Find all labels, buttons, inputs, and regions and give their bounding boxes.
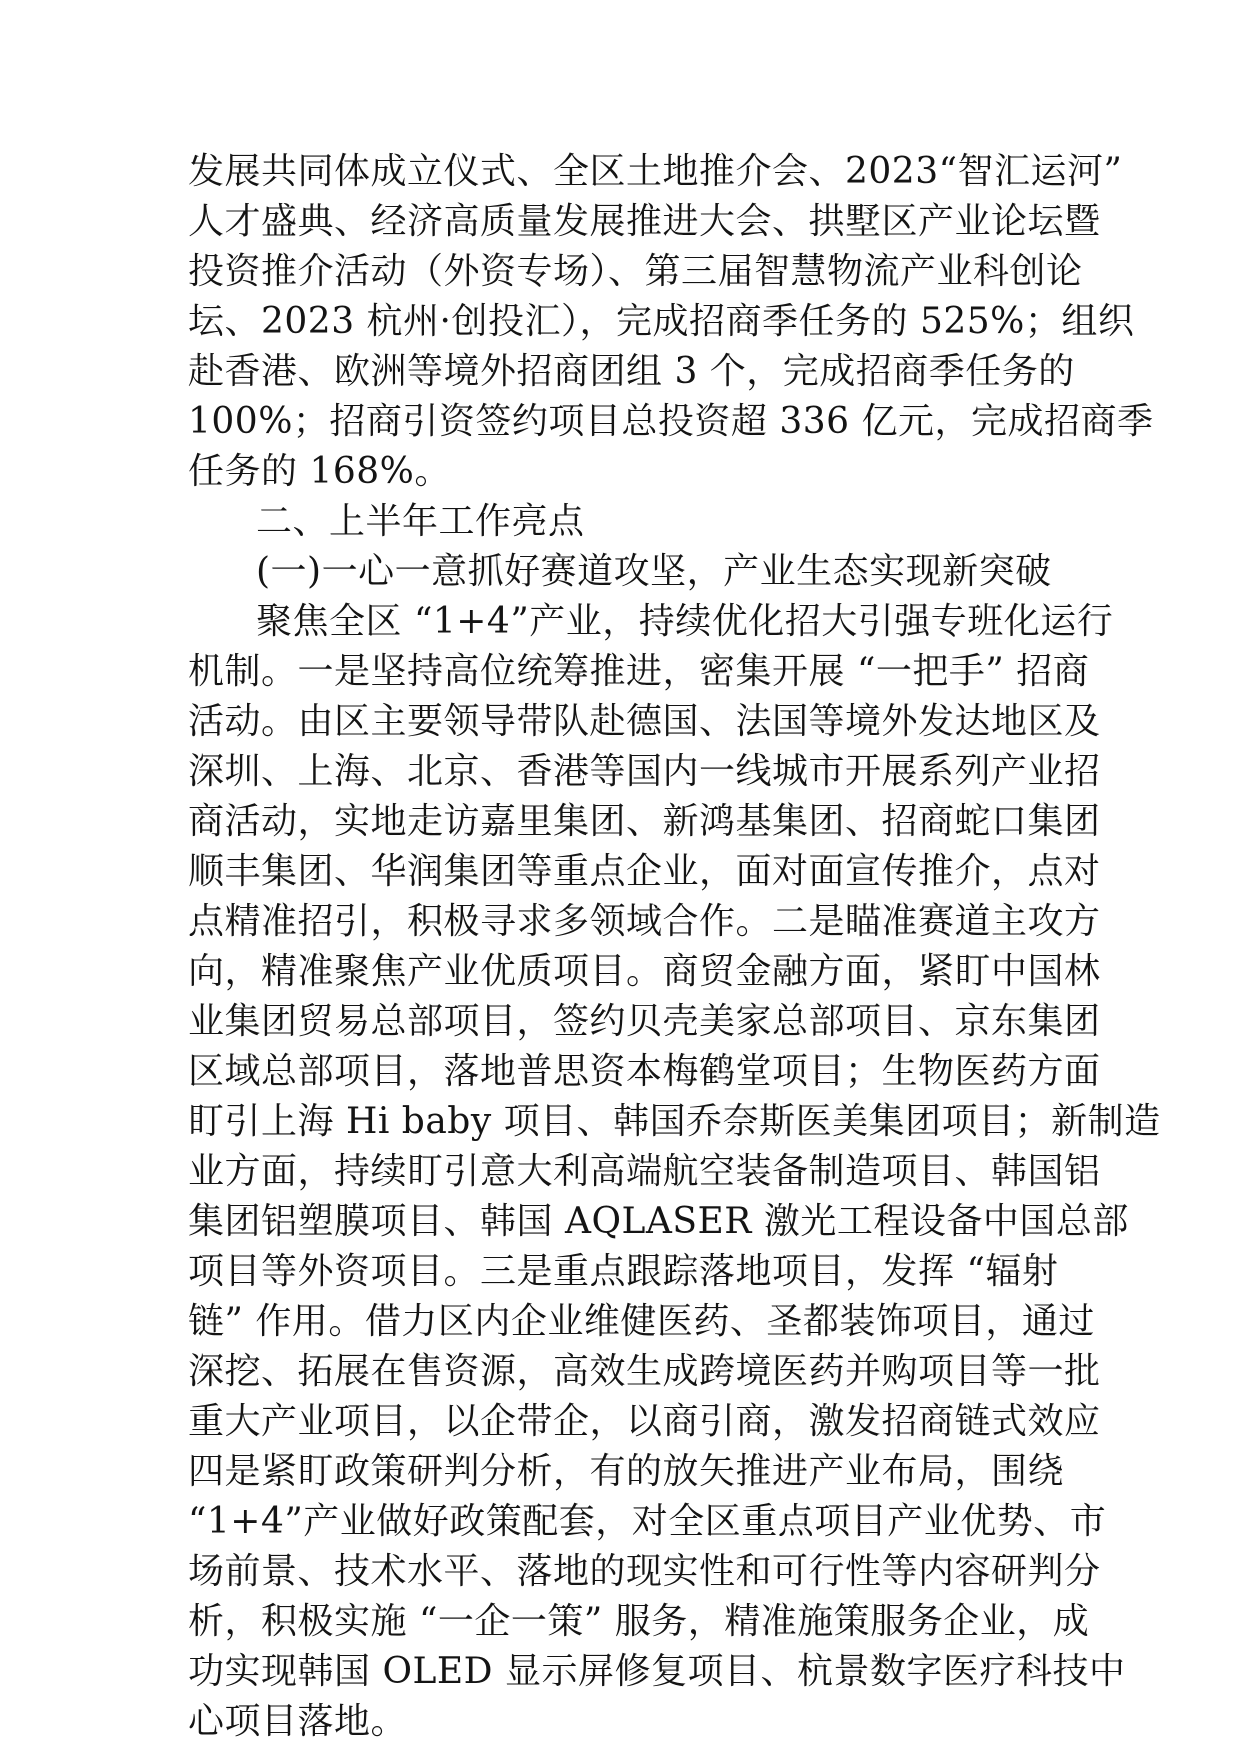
- text-line: 重大产业项目，以企带企，以商引商，激发招商链式效应: [188, 1401, 1101, 1442]
- text-line: 深挖、拓展在售资源，高效生成跨境医药并购项目等一批: [188, 1351, 1101, 1392]
- text-line: 顺丰集团、华润集团等重点企业，面对面宣传推介，点对: [188, 851, 1101, 892]
- text-line: 活动。由区主要领导带队赴德国、法国等境外发达地区及: [188, 701, 1101, 742]
- text-line: 人才盛典、经济高质量发展推进大会、拱墅区产业论坛暨: [188, 201, 1101, 242]
- text-line: 投资推介活动（外资专场）、第三届智慧物流产业科创论: [188, 251, 1083, 292]
- text-line: 业集团贸易总部项目，签约贝壳美家总部项目、京东集团: [188, 1001, 1101, 1042]
- text-line: 场前景、技术水平、落地的现实性和可行性等内容研判分: [188, 1551, 1101, 1592]
- text-line: 任务的 168%。: [188, 451, 451, 492]
- text-line: 集团铝塑膜项目、韩国 AQLASER 激光工程设备中国总部: [188, 1201, 1129, 1242]
- text-line: 功实现韩国 OLED 显示屏修复项目、杭景数字医疗科技中: [188, 1651, 1126, 1692]
- text-line: 业方面，持续盯引意大利高端航空装备制造项目、韩国铝: [188, 1151, 1101, 1192]
- text-line: 机制。一是坚持高位统筹推进，密集开展 “一把手” 招商: [188, 651, 1090, 692]
- text-line: 四是紧盯政策研判分析，有的放矢推进产业布局，围绕: [188, 1451, 1065, 1492]
- text-line: 赴香港、欧洲等境外招商团组 3 个，完成招商季任务的: [188, 351, 1075, 392]
- text-line: 100%；招商引资签约项目总投资超 336 亿元，完成招商季: [188, 401, 1154, 442]
- text-line: 区域总部项目，落地普思资本梅鹤堂项目；生物医药方面: [188, 1051, 1101, 1092]
- text-line: 发展共同体成立仪式、全区土地推介会、2023“智汇运河”: [188, 151, 1123, 192]
- text-line: 点精准招引，积极寻求多领域合作。二是瞄准赛道主攻方: [188, 901, 1101, 942]
- subsection-heading: (一)一心一意抓好赛道攻坚，产业生态实现新突破: [256, 551, 1052, 592]
- text-line: 深圳、上海、北京、香港等国内一线城市开展系列产业招: [188, 751, 1101, 792]
- text-line: 商活动，实地走访嘉里集团、新鸿基集团、招商蛇口集团: [188, 801, 1101, 842]
- text-line: 坛、2023 杭州·创投汇），完成招商季任务的 525%；组织: [188, 301, 1135, 342]
- section-heading: 二、上半年工作亮点: [256, 501, 585, 542]
- text-line: “1+4”产业做好政策配套，对全区重点项目产业优势、市: [188, 1501, 1107, 1542]
- text-line: 项目等外资项目。三是重点跟踪落地项目，发挥 “辐射: [188, 1251, 1059, 1292]
- text-line: 链” 作用。借力区内企业维健医药、圣都装饰项目，通过: [188, 1301, 1095, 1342]
- text-line: 心项目落地。: [188, 1701, 408, 1742]
- text-line: 盯引上海 Hi baby 项目、韩国乔奈斯医美集团项目；新制造: [188, 1101, 1161, 1142]
- text-line: 聚焦全区 “1+4”产业，持续优化招大引强专班化运行: [256, 601, 1114, 642]
- text-line: 向，精准聚焦产业优质项目。商贸金融方面，紧盯中国林: [188, 951, 1101, 992]
- text-line: 析，积极实施 “一企一策” 服务，精准施策服务企业，成: [188, 1601, 1090, 1642]
